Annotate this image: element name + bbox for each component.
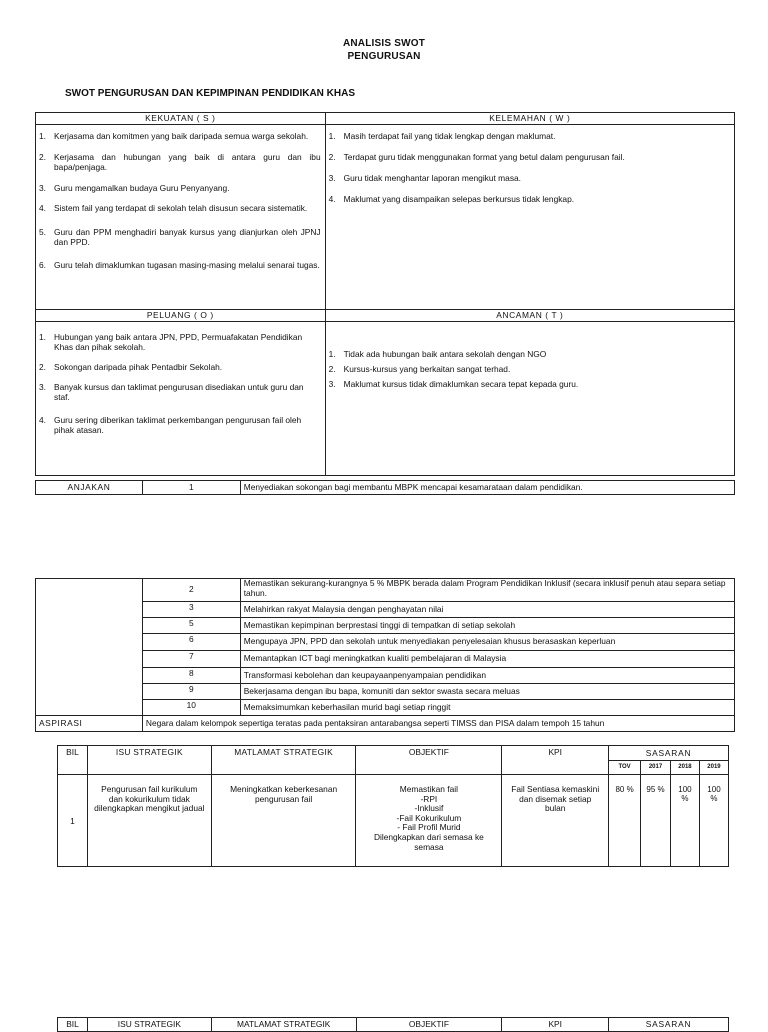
year-2018: 2018 (670, 761, 699, 775)
threat-item: 1. Tidak ada hubungan baik antara sekolah dengan NGO (328, 349, 547, 359)
weakness-item: 3. Guru tidak menghantar laporan mengikut masa. (328, 173, 521, 183)
opportunity-item: 4. Guru sering diberikan taklimat perkembangan pengurusan fail oleh pihak atasan. (39, 415, 302, 435)
anjakan-blank-cell (36, 579, 143, 716)
strengths-header: KEKUATAN ( S ) (36, 113, 326, 125)
col-kpi: KPI (502, 1018, 609, 1032)
anjakan-no: 6 (142, 634, 240, 651)
strength-item: 2. Kerjasama dan hubungan yang baik di antara guru dan ibu bapa/penjaga. (39, 152, 321, 172)
anjakan-text: Memantapkan ICT bagi meningkatkan kualiti pembelajaran di Malaysia (240, 651, 734, 668)
anjakan-table-top (35, 480, 735, 495)
opportunities-cell (36, 322, 326, 476)
row-bil: 1 (58, 775, 88, 867)
objektif-line: -Fail Kokurikulum (396, 812, 462, 823)
swot-table (35, 112, 735, 476)
objektif-line: Dilengkapkan dari semasa ke semasa (373, 831, 484, 852)
objektif-line: -Inklusif (414, 803, 444, 814)
anjakan-text: Transformasi kebolehan dan keupayaanpenyampaian pendidikan (240, 668, 734, 684)
row-tov: 80 % (609, 775, 641, 867)
col-kpi: KPI (502, 746, 609, 775)
strategic-table-2 (57, 1017, 729, 1032)
strategic-table (57, 745, 729, 867)
anjakan-text: Menyediakan sokongan bagi membantu MBPK mencapai kesamarataan dalam pendidikan. (240, 481, 734, 495)
col-matlamat: MATLAMAT STRATEGIK (211, 1018, 356, 1032)
anjakan-label: ANJAKAN (36, 481, 143, 495)
row-matlamat: Meningkatkan keberkesanan pengurusan fail (211, 775, 356, 867)
anjakan-no: 3 (142, 602, 240, 618)
col-bil: BIL (58, 1018, 88, 1032)
weaknesses-header: KELEMAHAN ( W ) (325, 113, 734, 125)
anjakan-no: 8 (142, 668, 240, 684)
anjakan-text: Memaksimumkan keberhasilan murid bagi setiap ringgit (240, 700, 734, 716)
objektif-line: Memastikan fail (399, 784, 458, 794)
threats-header: ANCAMAN ( T ) (325, 310, 734, 322)
weakness-item: 4. Maklumat yang disampaikan selepas berkursus tidak lengkap. (328, 194, 575, 204)
year-2017: 2017 (641, 761, 671, 775)
anjakan-text: Melahirkan rakyat Malaysia dengan penghayatan nilai (240, 602, 734, 618)
anjakan-table (35, 578, 735, 732)
year-2019: 2019 (699, 761, 728, 775)
anjakan-no: 2 (142, 579, 240, 602)
anjakan-no: 9 (142, 684, 240, 700)
col-isu: ISU STRATEGIK (87, 1018, 211, 1032)
objektif-line: - Fail Profil Murid (397, 822, 461, 833)
objektif-line: -RPI (420, 793, 438, 804)
opportunity-item: 2. Sokongan daripada pihak Pentadbir Sekolah. (39, 362, 223, 372)
anjakan-text: Bekerjasama dengan ibu bapa, komuniti dan sektor swasta secara meluas (240, 684, 734, 700)
weakness-item: 2. Terdapat guru tidak menggunakan format yang betul dalam pengurusan fail. (328, 152, 625, 162)
strength-item: 4. Sistem fail yang terdapat di sekolah telah disusun secara sistematik. (39, 203, 308, 213)
strengths-cell (36, 125, 326, 310)
aspirasi-text: Negara dalam kelompok sepertiga teratas pada pentaksiran antarabangsa seperti TIMSS dan PISA dalam tempoh 15 tahun (142, 716, 734, 732)
section-heading: SWOT PENGURUSAN DAN KEPIMPINAN PENDIDIKAN KHAS (65, 88, 356, 99)
strength-item: 6. Guru telah dimaklumkan tugasan masing-masing melalui senarai tugas. (39, 260, 320, 270)
anjakan-no: 7 (142, 651, 240, 668)
col-isu: ISU STRATEGIK (87, 746, 211, 775)
year-tov: TOV (609, 761, 641, 775)
anjakan-no: 10 (142, 700, 240, 716)
threats-cell (325, 322, 734, 476)
opportunity-item: 3. Banyak kursus dan taklimat pengurusan disediakan untuk guru dan staf. (39, 382, 304, 402)
strength-item: 5. Guru dan PPM menghadiri banyak kursus yang dianjurkan oleh JPNJ dan PPD. (39, 227, 321, 247)
col-bil: BIL (58, 746, 88, 775)
opportunities-header: PELUANG ( O ) (36, 310, 326, 322)
row-2019: 100 % (699, 775, 728, 867)
row-kpi: Fail Sentiasa kemaskini dan disemak setiap bulan (502, 775, 609, 867)
col-sasaran: SASARAN (609, 746, 729, 761)
anjakan-text: Memastikan kepimpinan berprestasi tinggi di tempatkan di setiap sekolah (240, 618, 734, 634)
anjakan-no: 1 (142, 481, 240, 495)
col-matlamat: MATLAMAT STRATEGIK (211, 746, 356, 775)
anjakan-text: Mengupaya JPN, PPD dan sekolah untuk menyediakan penyelesaian khusus berasaskan keperluan (240, 634, 734, 651)
row-isu: Pengurusan fail kurikulum dan kokurikulum tidak dilengkapkan mengikut jadual (87, 775, 211, 867)
threat-item: 3. Maklumat kursus tidak dimaklumkan secara tepat kepada guru. (328, 379, 579, 389)
anjakan-text: Memastikan sekurang-kurangnya 5 % MBPK berada dalam Program Pendidikan Inklusif (secara inklusif penuh atau separa setiap tahun. (240, 579, 734, 602)
row-2018: 100 % (670, 775, 699, 867)
col-objektif: OBJEKTIF (356, 746, 502, 775)
strength-item: 1. Kerjasama dan komitmen yang baik daripada semua warga sekolah. (39, 131, 309, 141)
document-subtitle: PENGURUSAN (347, 51, 421, 62)
col-sasaran: SASARAN (609, 1018, 729, 1032)
row-2017: 95 % (641, 775, 671, 867)
row-objektif (356, 775, 502, 867)
threat-item: 2. Kursus-kursus yang berkaitan sangat terhad. (328, 364, 511, 374)
weakness-item: 1. Masih terdapat fail yang tidak lengkap dengan maklumat. (328, 131, 556, 141)
weaknesses-cell (325, 125, 734, 310)
aspirasi-label: ASPIRASI (36, 716, 143, 732)
opportunity-item: 1. Hubungan yang baik antara JPN, PPD, Permuafakatan Pendidikan Khas dan pihak sekolah. (39, 332, 303, 352)
strength-item: 3. Guru mengamalkan budaya Guru Penyanyang. (39, 183, 230, 193)
document-title: ANALISIS SWOT (342, 38, 426, 49)
anjakan-no: 5 (142, 618, 240, 634)
col-objektif: OBJEKTIF (356, 1018, 502, 1032)
